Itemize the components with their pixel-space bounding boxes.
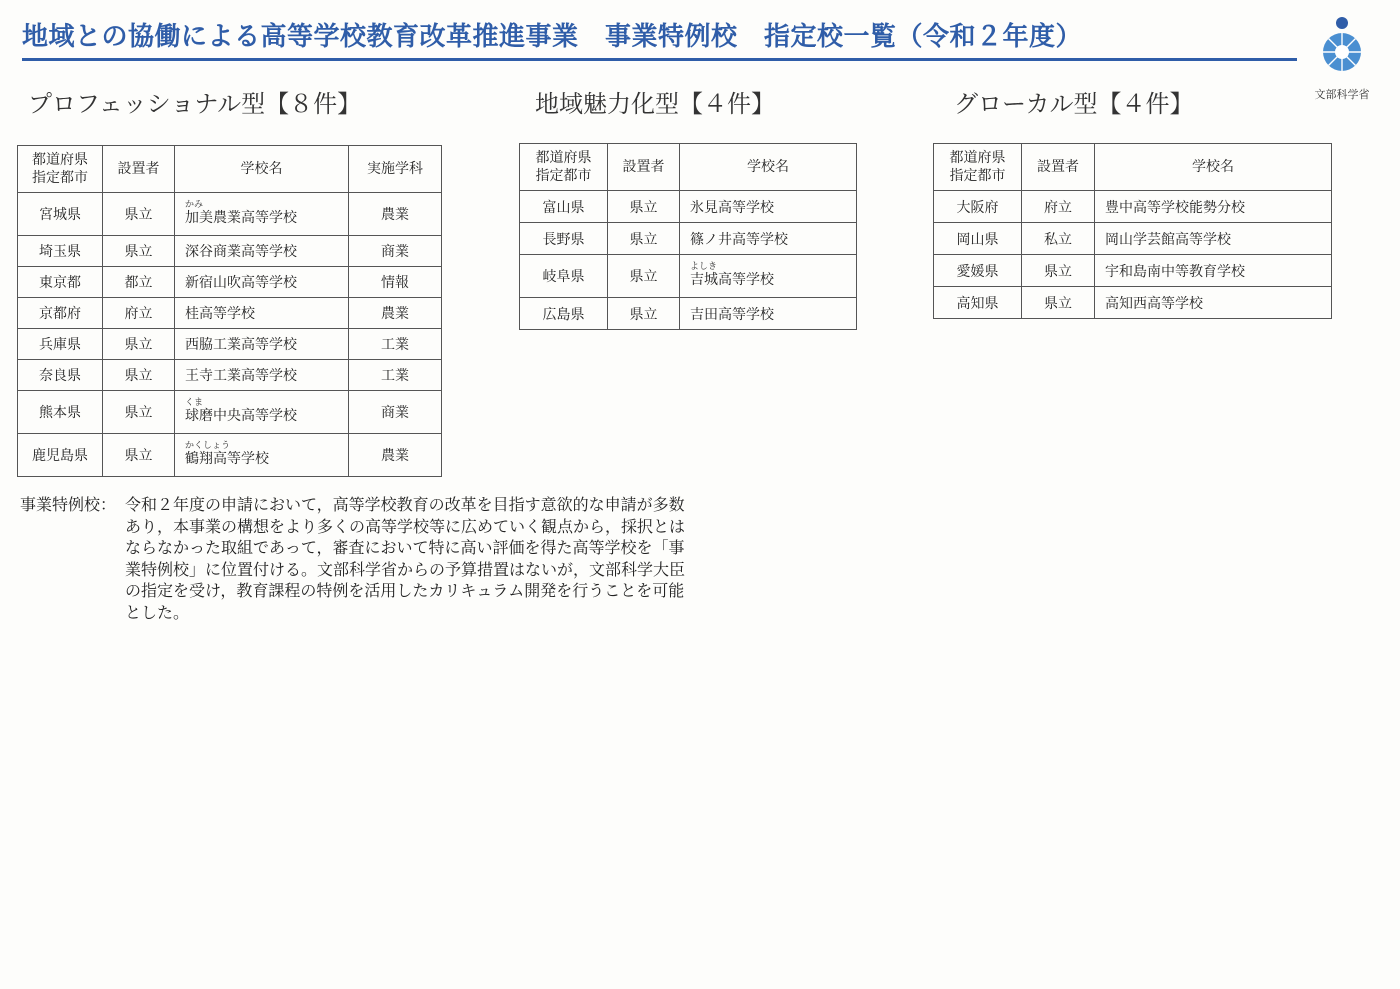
school-name: 豊中高等学校能勢分校 bbox=[1105, 199, 1245, 216]
table-row bbox=[520, 298, 857, 330]
ministry-name: 文部科学省 bbox=[1314, 88, 1370, 101]
school-name-with-reading bbox=[185, 442, 269, 467]
prefecture-cell: 東京都 bbox=[18, 267, 103, 298]
school-reading: かみ bbox=[185, 200, 204, 211]
title-underline bbox=[22, 58, 1297, 61]
department-cell: 農業 bbox=[349, 298, 442, 329]
founder-cell: 都立 bbox=[103, 267, 175, 298]
col-header-department: 実施学科 bbox=[349, 146, 442, 193]
prefecture-cell: 広島県 bbox=[520, 298, 608, 330]
table-row bbox=[934, 255, 1332, 287]
note-block bbox=[20, 494, 700, 623]
prefecture-cell: 富山県 bbox=[520, 191, 608, 223]
prefecture-cell: 宮城県 bbox=[18, 193, 103, 236]
school-cell bbox=[680, 191, 857, 223]
prefecture-cell: 愛媛県 bbox=[934, 255, 1022, 287]
table-header-row bbox=[934, 144, 1332, 191]
founder-cell: 県立 bbox=[1022, 255, 1095, 287]
regional-heading: 地域魅力化型【４件】 bbox=[535, 90, 775, 118]
table-header-row bbox=[520, 144, 857, 191]
school-cell bbox=[175, 329, 349, 360]
founder-cell: 府立 bbox=[103, 298, 175, 329]
school-reading: くま bbox=[185, 398, 204, 409]
col-header-prefecture: 都道府県 指定都市 bbox=[934, 144, 1022, 191]
col-header-school: 学校名 bbox=[680, 144, 857, 191]
founder-cell: 県立 bbox=[608, 255, 680, 298]
founder-cell: 県立 bbox=[103, 434, 175, 477]
school-cell bbox=[1095, 223, 1332, 255]
school-name: 氷見高等学校 bbox=[690, 199, 774, 216]
table-row bbox=[18, 329, 442, 360]
school-name: 篠ノ井高等学校 bbox=[690, 231, 788, 248]
table-row bbox=[18, 236, 442, 267]
school-name: 鶴翔高等学校 bbox=[185, 451, 269, 468]
table-row bbox=[520, 223, 857, 255]
founder-cell: 県立 bbox=[103, 391, 175, 434]
school-name: 球磨中央高等学校 bbox=[185, 408, 297, 425]
school-name-with-reading bbox=[690, 263, 774, 288]
department-cell: 商業 bbox=[349, 236, 442, 267]
table-row bbox=[520, 191, 857, 223]
school-name: 新宿山吹高等学校 bbox=[185, 275, 297, 291]
department-cell: 商業 bbox=[349, 391, 442, 434]
col-header-prefecture: 都道府県 指定都市 bbox=[18, 146, 103, 193]
school-name: 西脇工業高等学校 bbox=[185, 337, 297, 353]
table-row bbox=[934, 191, 1332, 223]
page-title: 地域との協働による高等学校教育改革推進事業 事業特例校 指定校一覧（令和２年度） bbox=[22, 22, 1083, 52]
school-cell bbox=[175, 434, 349, 477]
table-row bbox=[934, 287, 1332, 319]
school-name: 桂高等学校 bbox=[185, 306, 255, 322]
col-header-founder: 設置者 bbox=[1022, 144, 1095, 191]
col-header-school: 学校名 bbox=[175, 146, 349, 193]
prefecture-cell: 鹿児島県 bbox=[18, 434, 103, 477]
school-name-with-reading bbox=[185, 201, 297, 226]
professional-table bbox=[17, 145, 442, 477]
school-reading: かくしょう bbox=[185, 441, 231, 452]
department-cell: 工業 bbox=[349, 329, 442, 360]
school-cell bbox=[175, 391, 349, 434]
table-row bbox=[18, 267, 442, 298]
school-cell bbox=[175, 360, 349, 391]
school-cell bbox=[175, 267, 349, 298]
school-cell bbox=[1095, 255, 1332, 287]
regional-table bbox=[519, 143, 857, 330]
table-row bbox=[18, 298, 442, 329]
school-reading: よしき bbox=[690, 262, 718, 273]
prefecture-cell: 京都府 bbox=[18, 298, 103, 329]
school-cell bbox=[1095, 191, 1332, 223]
department-cell: 農業 bbox=[349, 434, 442, 477]
department-cell: 情報 bbox=[349, 267, 442, 298]
ministry-emblem-icon bbox=[1316, 14, 1368, 74]
school-name: 高知西高等学校 bbox=[1105, 295, 1203, 312]
table-row bbox=[18, 434, 442, 477]
founder-cell: 県立 bbox=[103, 329, 175, 360]
glocal-heading: グローカル型【４件】 bbox=[954, 90, 1194, 118]
department-cell: 農業 bbox=[349, 193, 442, 236]
prefecture-cell: 高知県 bbox=[934, 287, 1022, 319]
founder-cell: 府立 bbox=[1022, 191, 1095, 223]
school-name: 宇和島南中等教育学校 bbox=[1105, 263, 1245, 280]
prefecture-cell: 岐阜県 bbox=[520, 255, 608, 298]
school-cell bbox=[175, 193, 349, 236]
school-name: 吉城高等学校 bbox=[690, 272, 774, 289]
prefecture-cell: 長野県 bbox=[520, 223, 608, 255]
prefecture-cell: 埼玉県 bbox=[18, 236, 103, 267]
table-header-row bbox=[18, 146, 442, 193]
ministry-logo bbox=[1314, 14, 1370, 74]
school-cell bbox=[175, 236, 349, 267]
prefecture-cell: 奈良県 bbox=[18, 360, 103, 391]
col-header-prefecture: 都道府県 指定都市 bbox=[520, 144, 608, 191]
school-name: 深谷商業高等学校 bbox=[185, 244, 297, 260]
school-name: 王寺工業高等学校 bbox=[185, 368, 297, 384]
col-header-founder: 設置者 bbox=[103, 146, 175, 193]
glocal-table bbox=[933, 143, 1332, 319]
table-row bbox=[18, 360, 442, 391]
school-cell bbox=[175, 298, 349, 329]
note-label: 事業特例校： bbox=[20, 495, 117, 514]
note-body: 令和２年度の申請において，高等学校教育の改革を目指す意欲的な申請が多数あり，本事業の構想をより多くの高等学校等に広めていく観点から，採択とはならなかった取組であって，審査において特に高い評価を得た高等学校を「事業特例校」に位置付ける。文部科学省からの予算措置はないが，文部科学大臣の指定を受け，教育課程の特例を活用したカリキュラム開発を行うことを可能とした。 bbox=[125, 495, 686, 622]
col-header-school: 学校名 bbox=[1095, 144, 1332, 191]
school-name-with-reading bbox=[185, 399, 297, 424]
professional-heading: プロフェッショナル型【８件】 bbox=[28, 90, 362, 118]
school-cell bbox=[680, 255, 857, 298]
founder-cell: 県立 bbox=[608, 191, 680, 223]
prefecture-cell: 熊本県 bbox=[18, 391, 103, 434]
school-cell bbox=[1095, 287, 1332, 319]
table-row bbox=[18, 193, 442, 236]
prefecture-cell: 大阪府 bbox=[934, 191, 1022, 223]
prefecture-cell: 岡山県 bbox=[934, 223, 1022, 255]
founder-cell: 県立 bbox=[103, 236, 175, 267]
founder-cell: 県立 bbox=[1022, 287, 1095, 319]
school-name: 吉田高等学校 bbox=[690, 306, 774, 323]
prefecture-cell: 兵庫県 bbox=[18, 329, 103, 360]
table-row bbox=[934, 223, 1332, 255]
school-cell bbox=[680, 298, 857, 330]
founder-cell: 県立 bbox=[608, 223, 680, 255]
founder-cell: 県立 bbox=[103, 193, 175, 236]
department-cell: 工業 bbox=[349, 360, 442, 391]
school-name: 加美農業高等学校 bbox=[185, 210, 297, 227]
school-name: 岡山学芸館高等学校 bbox=[1105, 231, 1231, 248]
founder-cell: 県立 bbox=[103, 360, 175, 391]
col-header-founder: 設置者 bbox=[608, 144, 680, 191]
table-row bbox=[520, 255, 857, 298]
school-cell bbox=[680, 223, 857, 255]
founder-cell: 私立 bbox=[1022, 223, 1095, 255]
founder-cell: 県立 bbox=[608, 298, 680, 330]
table-row bbox=[18, 391, 442, 434]
